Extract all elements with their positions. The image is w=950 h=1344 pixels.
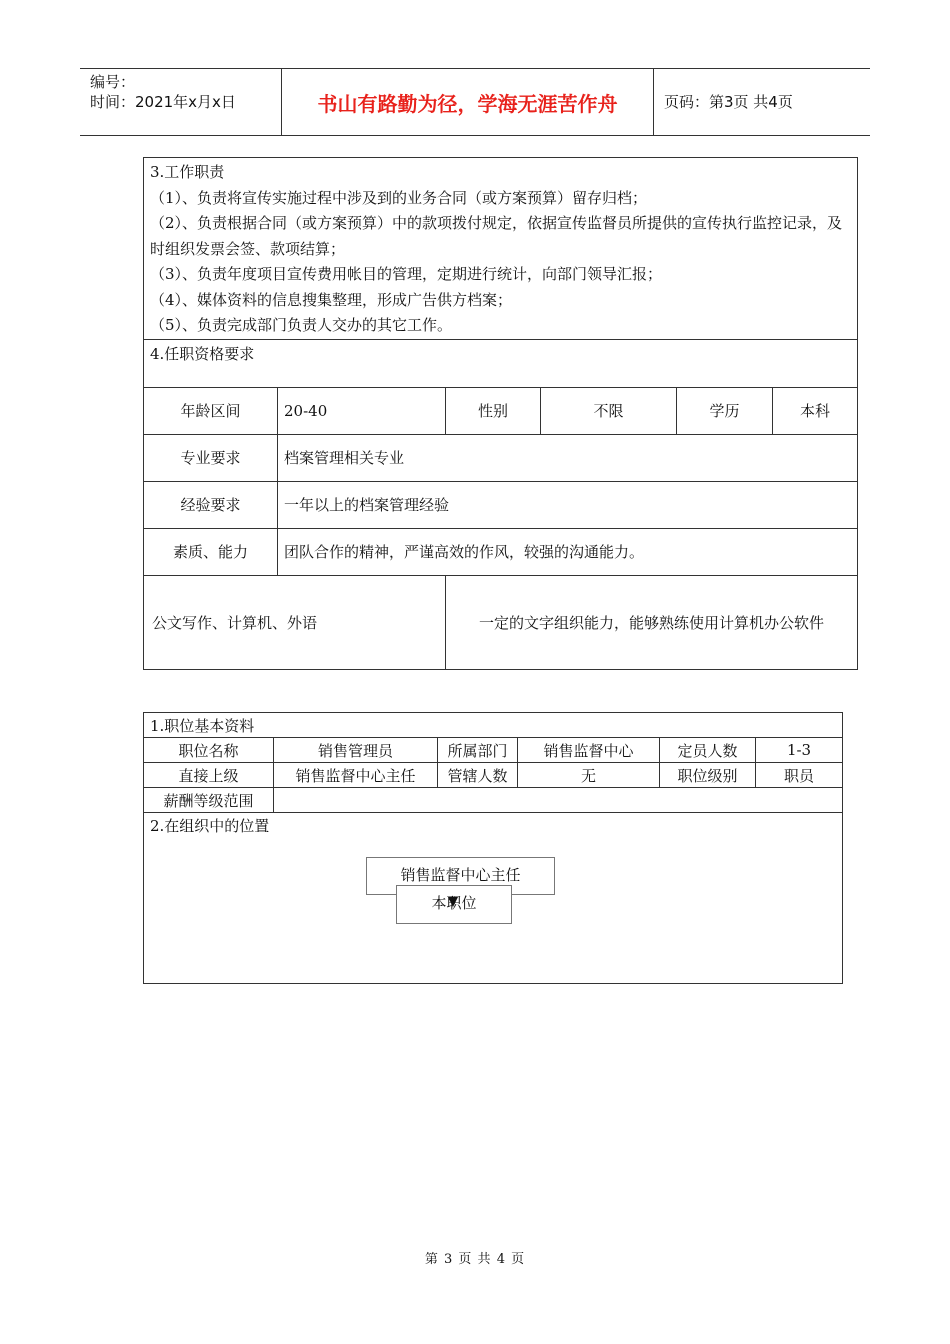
subordinates-value: 无 bbox=[518, 763, 660, 788]
department-label: 所属部门 bbox=[438, 738, 518, 763]
duty-item-4: （4）、媒体资料的信息搜集整理，形成广告供方档案； bbox=[150, 290, 513, 309]
experience-value: 一年以上的档案管理经验 bbox=[278, 481, 858, 528]
position-name-label: 职位名称 bbox=[144, 738, 274, 763]
duties-qualifications-table bbox=[143, 157, 858, 670]
education-value: 本科 bbox=[773, 387, 858, 434]
level-value: 职员 bbox=[756, 763, 843, 788]
major-label: 专业要求 bbox=[144, 434, 278, 481]
duties-title: 3.工作职责 bbox=[150, 163, 225, 181]
superior-value: 销售监督中心主任 bbox=[274, 763, 438, 788]
headcount-label: 定员人数 bbox=[660, 738, 756, 763]
position-name-value: 销售管理员 bbox=[274, 738, 438, 763]
org-box-this-position: 本职位 bbox=[396, 885, 512, 924]
duty-item-5: （5）、负责完成部门负责人交办的其它工作。 bbox=[150, 316, 453, 334]
subordinates-label: 管辖人数 bbox=[438, 763, 518, 788]
salary-range-value bbox=[274, 788, 843, 813]
quality-value: 团队合作的精神，严谨高效的作风，较强的沟通能力。 bbox=[278, 528, 858, 575]
gender-label: 性别 bbox=[446, 387, 541, 434]
duty-item-1: （1）、负责将宣传实施过程中涉及到的业务合同（或方案预算）留存归档； bbox=[150, 188, 648, 207]
age-value: 20-40 bbox=[278, 387, 446, 434]
quality-label: 素质、能力 bbox=[144, 528, 278, 575]
education-label: 学历 bbox=[677, 387, 773, 434]
org-position-title: 2.在组织中的位置 bbox=[150, 817, 270, 835]
department-value: 销售监督中心 bbox=[518, 738, 660, 763]
qualifications-title: 4.任职资格要求 bbox=[144, 339, 858, 387]
basic-info-title: 1.职位基本资料 bbox=[144, 713, 843, 738]
duties-cell bbox=[144, 158, 858, 340]
headcount-value: 1-3 bbox=[756, 738, 843, 763]
superior-label: 直接上级 bbox=[144, 763, 274, 788]
header-page-info: 页码：第3页 共4页 bbox=[664, 93, 793, 111]
age-label: 年龄区间 bbox=[144, 387, 278, 434]
time-label: 时间：2021年x月x日 bbox=[90, 93, 236, 111]
header-meta bbox=[80, 69, 282, 135]
org-box-supervisor: 销售监督中心主任 bbox=[366, 857, 555, 895]
skills-label: 公文写作、计算机、外语 bbox=[144, 575, 446, 669]
major-value: 档案管理相关专业 bbox=[278, 434, 858, 481]
duty-item-2: （2）、负责根据合同（或方案预算）中的款项拨付规定，依据宣传监督员所提供的宣传执行监控记录，及时组织发票会签、款项结算； bbox=[150, 214, 843, 258]
org-arrow-icon bbox=[448, 897, 458, 907]
page-header bbox=[80, 68, 870, 136]
number-label: 编号： bbox=[90, 73, 136, 91]
level-label: 职位级别 bbox=[660, 763, 756, 788]
salary-range-label: 薪酬等级范围 bbox=[144, 788, 274, 813]
experience-label: 经验要求 bbox=[144, 481, 278, 528]
header-motto: 书山有路勤为径，学海无涯苦作舟 bbox=[282, 69, 654, 135]
gender-value: 不限 bbox=[541, 387, 677, 434]
skills-value: 一定的文字组织能力，能够熟练使用计算机办公软件 bbox=[446, 575, 858, 669]
duty-item-3: （3）、负责年度项目宣传费用帐目的管理，定期进行统计，向部门领导汇报； bbox=[150, 265, 663, 283]
page-footer: 第 3 页 共 4 页 bbox=[424, 1252, 526, 1267]
position-basic-table bbox=[143, 712, 843, 984]
